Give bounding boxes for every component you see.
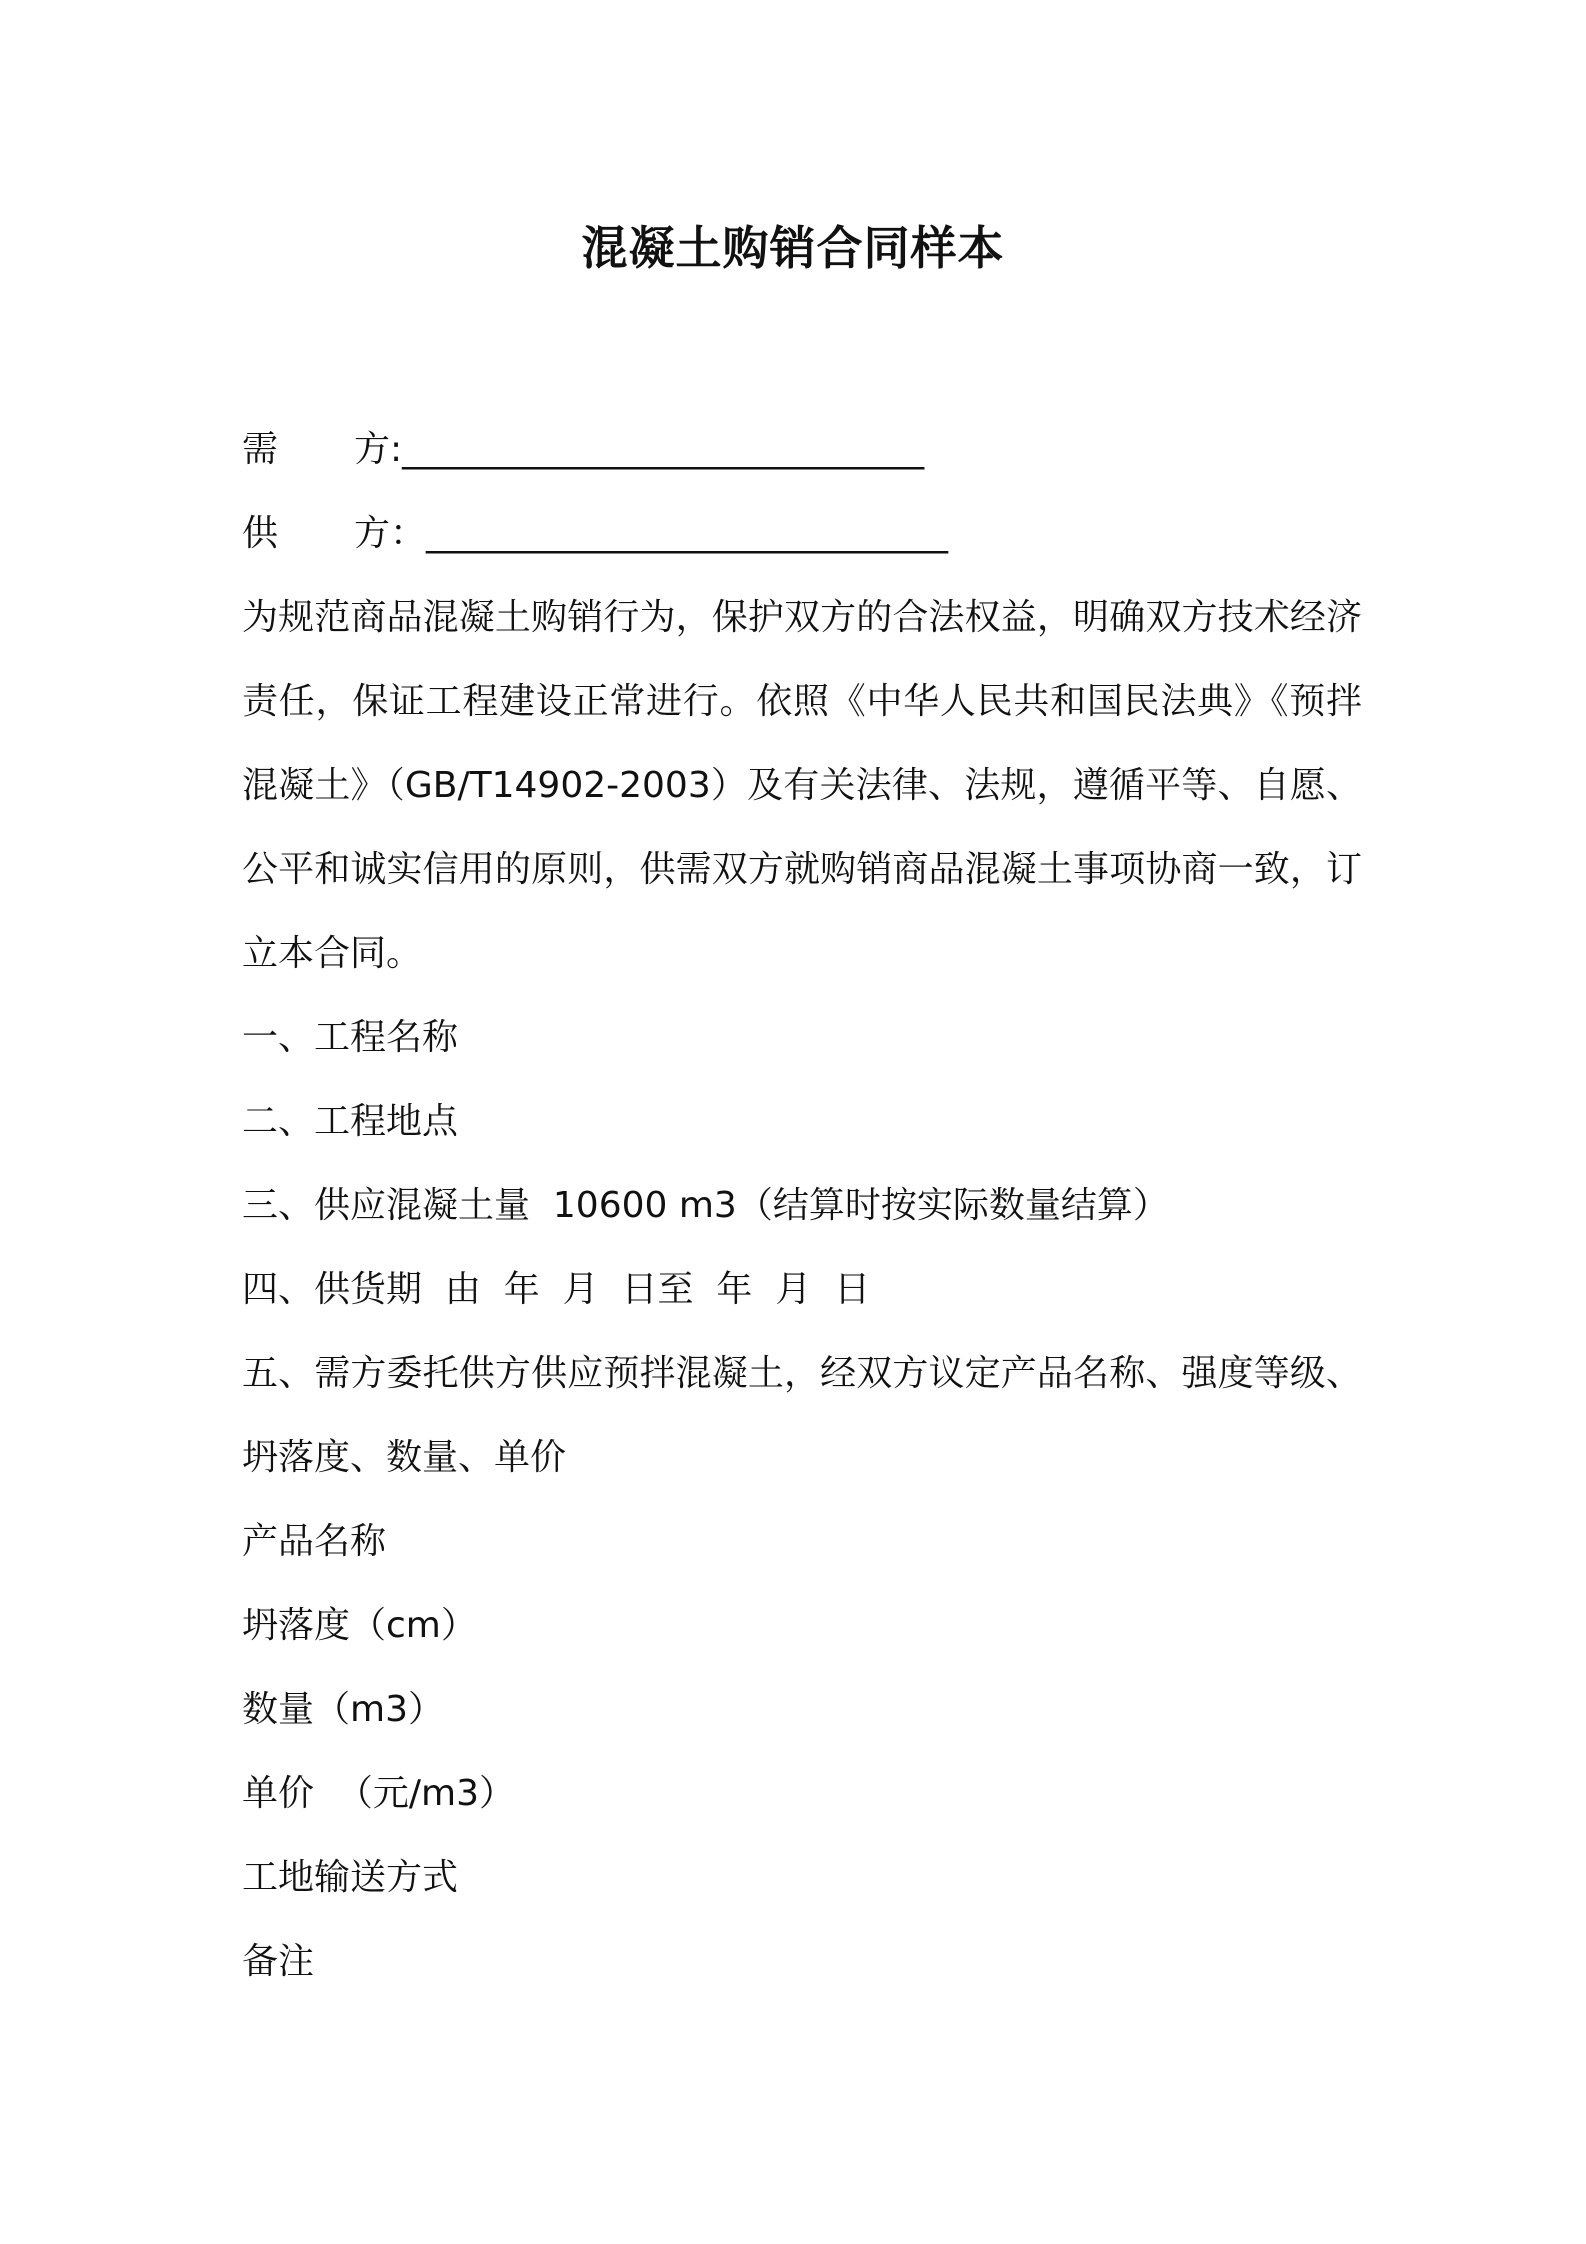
clause-project-name: 一、工程名称: [242, 1017, 459, 1058]
party-demand-label-rest: 方:: [354, 429, 403, 470]
party-supply-label-first: 供: [242, 513, 279, 554]
item-remarks: 备注: [242, 1941, 315, 1982]
item-product-name: 产品名称: [242, 1521, 387, 1562]
clause-supply-quantity: 三、供应混凝土量 10600 m3（结算时按实际数量结算）: [242, 1185, 1169, 1226]
item-slump: 坍落度（cm）: [242, 1605, 477, 1646]
clause-supply-period: 四、供货期 由 年 月 日至 年 月 日: [242, 1269, 871, 1310]
party-demand-blank: _____________________________: [402, 429, 925, 470]
document-body: [242, 408, 1362, 2004]
party-supply-label-rest: 方：: [354, 513, 427, 554]
party-demand-label-first: 需: [242, 429, 279, 470]
clause-project-location: 二、工程地点: [242, 1101, 459, 1142]
item-quantity: 数量（m3）: [242, 1689, 444, 1730]
party-supply-line: [242, 492, 1362, 576]
party-demand-line: [242, 408, 1362, 492]
preamble-paragraph: 为规范商品混凝土购销行为，保护双方的合法权益，明确双方技术经济责任，保证工程建设正常进行。依照《中华人民共和国民法典》《预拌混凝土》（GB/T14902-2003）及有关法律、法规，遵循平等、自愿、公平和诚实信用的原则，供需双方就购销商品混凝土事项协商一致，订立本合同。: [242, 597, 1362, 974]
item-unit-price: 单价 （元/m3）: [242, 1773, 515, 1814]
clause-product-spec: 五、需方委托供方供应预拌混凝土，经双方议定产品名称、强度等级、坍落度、数量、单价: [242, 1353, 1362, 1478]
item-delivery-method: 工地输送方式: [242, 1857, 459, 1898]
document-title: 混凝土购销合同样本: [581, 221, 1005, 275]
party-supply-blank: _____________________________: [426, 513, 949, 554]
